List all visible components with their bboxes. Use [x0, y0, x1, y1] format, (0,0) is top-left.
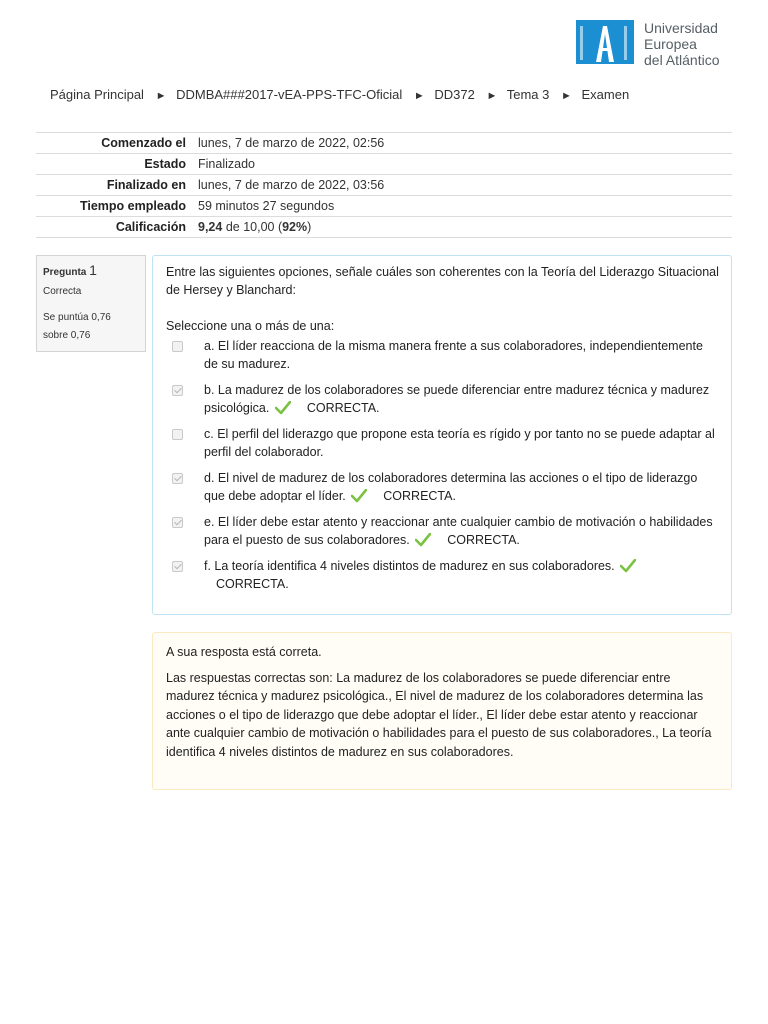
answer-option [166, 381, 719, 417]
question-content [152, 255, 732, 615]
answer-text: c. El perfil del liderazgo que propone esta teoría es rígido y por tanto no se puede adaptar al perfil del colaborador. [204, 427, 715, 459]
breadcrumb [50, 87, 629, 102]
answer-option [166, 513, 719, 549]
logo-line-2: Europea [644, 36, 697, 52]
answer-option [166, 557, 719, 593]
summary-label: Estado [144, 157, 186, 171]
university-logo[interactable] [576, 20, 732, 66]
question-grade-line-2: sobre 0,76 [43, 330, 91, 341]
breadcrumb-separator-icon: ► [486, 90, 498, 102]
answer-text: e. El líder debe estar atento y reaccionar ante cualquier cambio de motivación o habilidades para el puesto de sus colaboradores. [204, 515, 713, 547]
answer-checkbox[interactable] [172, 561, 183, 572]
answer-option [166, 425, 719, 461]
answer-checkbox[interactable] [172, 473, 183, 484]
summary-value: lunes, 7 de marzo de 2022, 02:56 [198, 136, 385, 150]
summary-row-completed [36, 175, 732, 196]
summary-row-grade [36, 217, 732, 238]
correct-check-icon [275, 401, 291, 415]
answer-checkbox[interactable] [172, 385, 183, 396]
correct-label: CORRECTA. [447, 533, 520, 547]
grade-percent: 92% [282, 220, 308, 234]
summary-value [196, 217, 732, 238]
summary-value: Finalizado [198, 157, 255, 171]
summary-value: lunes, 7 de marzo de 2022, 03:56 [198, 178, 385, 192]
summary-row-state [36, 154, 732, 175]
answer-checkbox[interactable] [172, 517, 183, 528]
answer-list [166, 337, 719, 593]
answer-option [166, 337, 719, 373]
question-grade [43, 309, 139, 345]
breadcrumb-separator-icon: ► [413, 90, 425, 102]
question-state: Correcta [43, 286, 82, 297]
attempt-summary-table [36, 132, 732, 238]
breadcrumb-separator-icon: ► [155, 90, 167, 102]
correct-label: CORRECTA. [306, 401, 380, 415]
question-grade-line-1: Se puntúa 0,76 [43, 312, 111, 323]
question-instruction: Seleccione una o más de una: [166, 319, 335, 333]
breadcrumb-section-link[interactable]: DD372 [434, 87, 475, 102]
feedback-box [152, 632, 732, 790]
question-label: Pregunta [43, 267, 87, 278]
university-logo-icon [576, 20, 634, 64]
correct-check-icon [620, 559, 636, 573]
logo-line-3: del Atlántico [644, 52, 720, 68]
correct-check-icon [415, 533, 431, 547]
correct-label: CORRECTA. [216, 577, 289, 591]
university-logo-text [644, 20, 720, 68]
grade-end: ) [307, 220, 312, 234]
summary-value: 59 minutos 27 segundos [198, 199, 335, 213]
summary-label: Tiempo empleado [79, 199, 186, 213]
answer-text: a. El líder reacciona de la misma manera frente a sus colaboradores, independientemente de su madurez. [204, 339, 703, 371]
answer-text: b. La madurez de los colaboradores se puede diferenciar entre madurez técnica y madurez psicológica. [204, 383, 710, 415]
right-answer-text: Las respuestas correctas son: La madurez de los colaboradores se puede diferenciar entre madurez técnica y madurez psicológica., El nivel de madurez de los colaboradores determina las acciones o el tipo de liderazgo que debe adoptar el líder., El líder debe estar atento y reaccionar ante cualquier cambio de motivación o habilidades para el puesto de sus colaboradores., La teoría identifica 4 niveles distintos de madurez en sus colaboradores. [166, 670, 712, 759]
question-number [43, 262, 139, 278]
breadcrumb-course-link[interactable]: DDMBA###2017-vEA-PPS-TFC-Oficial [176, 87, 403, 102]
summary-label: Finalizado en [106, 178, 186, 192]
grade-score: 9,24 [198, 220, 223, 234]
breadcrumb-exam-link[interactable]: Examen [581, 87, 630, 102]
answer-text: f. La teoría identifica 4 niveles distintos de madurez en sus colaboradores. [204, 559, 615, 573]
breadcrumb-topic-link[interactable]: Tema 3 [506, 87, 550, 102]
grade-mid: de 10,00 ( [222, 220, 283, 234]
answer-checkbox[interactable] [172, 429, 183, 440]
question-number-value: 1 [89, 262, 97, 278]
logo-line-1: Universidad [644, 20, 718, 36]
answer-text: d. El nivel de madurez de los colaboradores determina las acciones o el tipo de liderazgo que debe adoptar el líder. [204, 471, 698, 503]
summary-row-started [36, 133, 732, 154]
correct-label: CORRECTA. [383, 489, 456, 503]
question-info-box [36, 255, 146, 352]
summary-row-time [36, 196, 732, 217]
question-text: Entre las siguientes opciones, señale cuáles son coherentes con la Teoría del Liderazgo Situacional de Hersey y Blanchard: [166, 265, 719, 297]
breadcrumb-separator-icon: ► [561, 90, 572, 102]
answer-option [166, 469, 719, 505]
correct-check-icon [351, 489, 367, 503]
general-feedback: A sua resposta está correta. [166, 645, 322, 659]
breadcrumb-home-link[interactable]: Página Principal [50, 87, 144, 102]
answer-checkbox[interactable] [172, 341, 183, 352]
summary-label: Comenzado el [101, 136, 186, 150]
summary-label: Calificación [115, 220, 186, 234]
